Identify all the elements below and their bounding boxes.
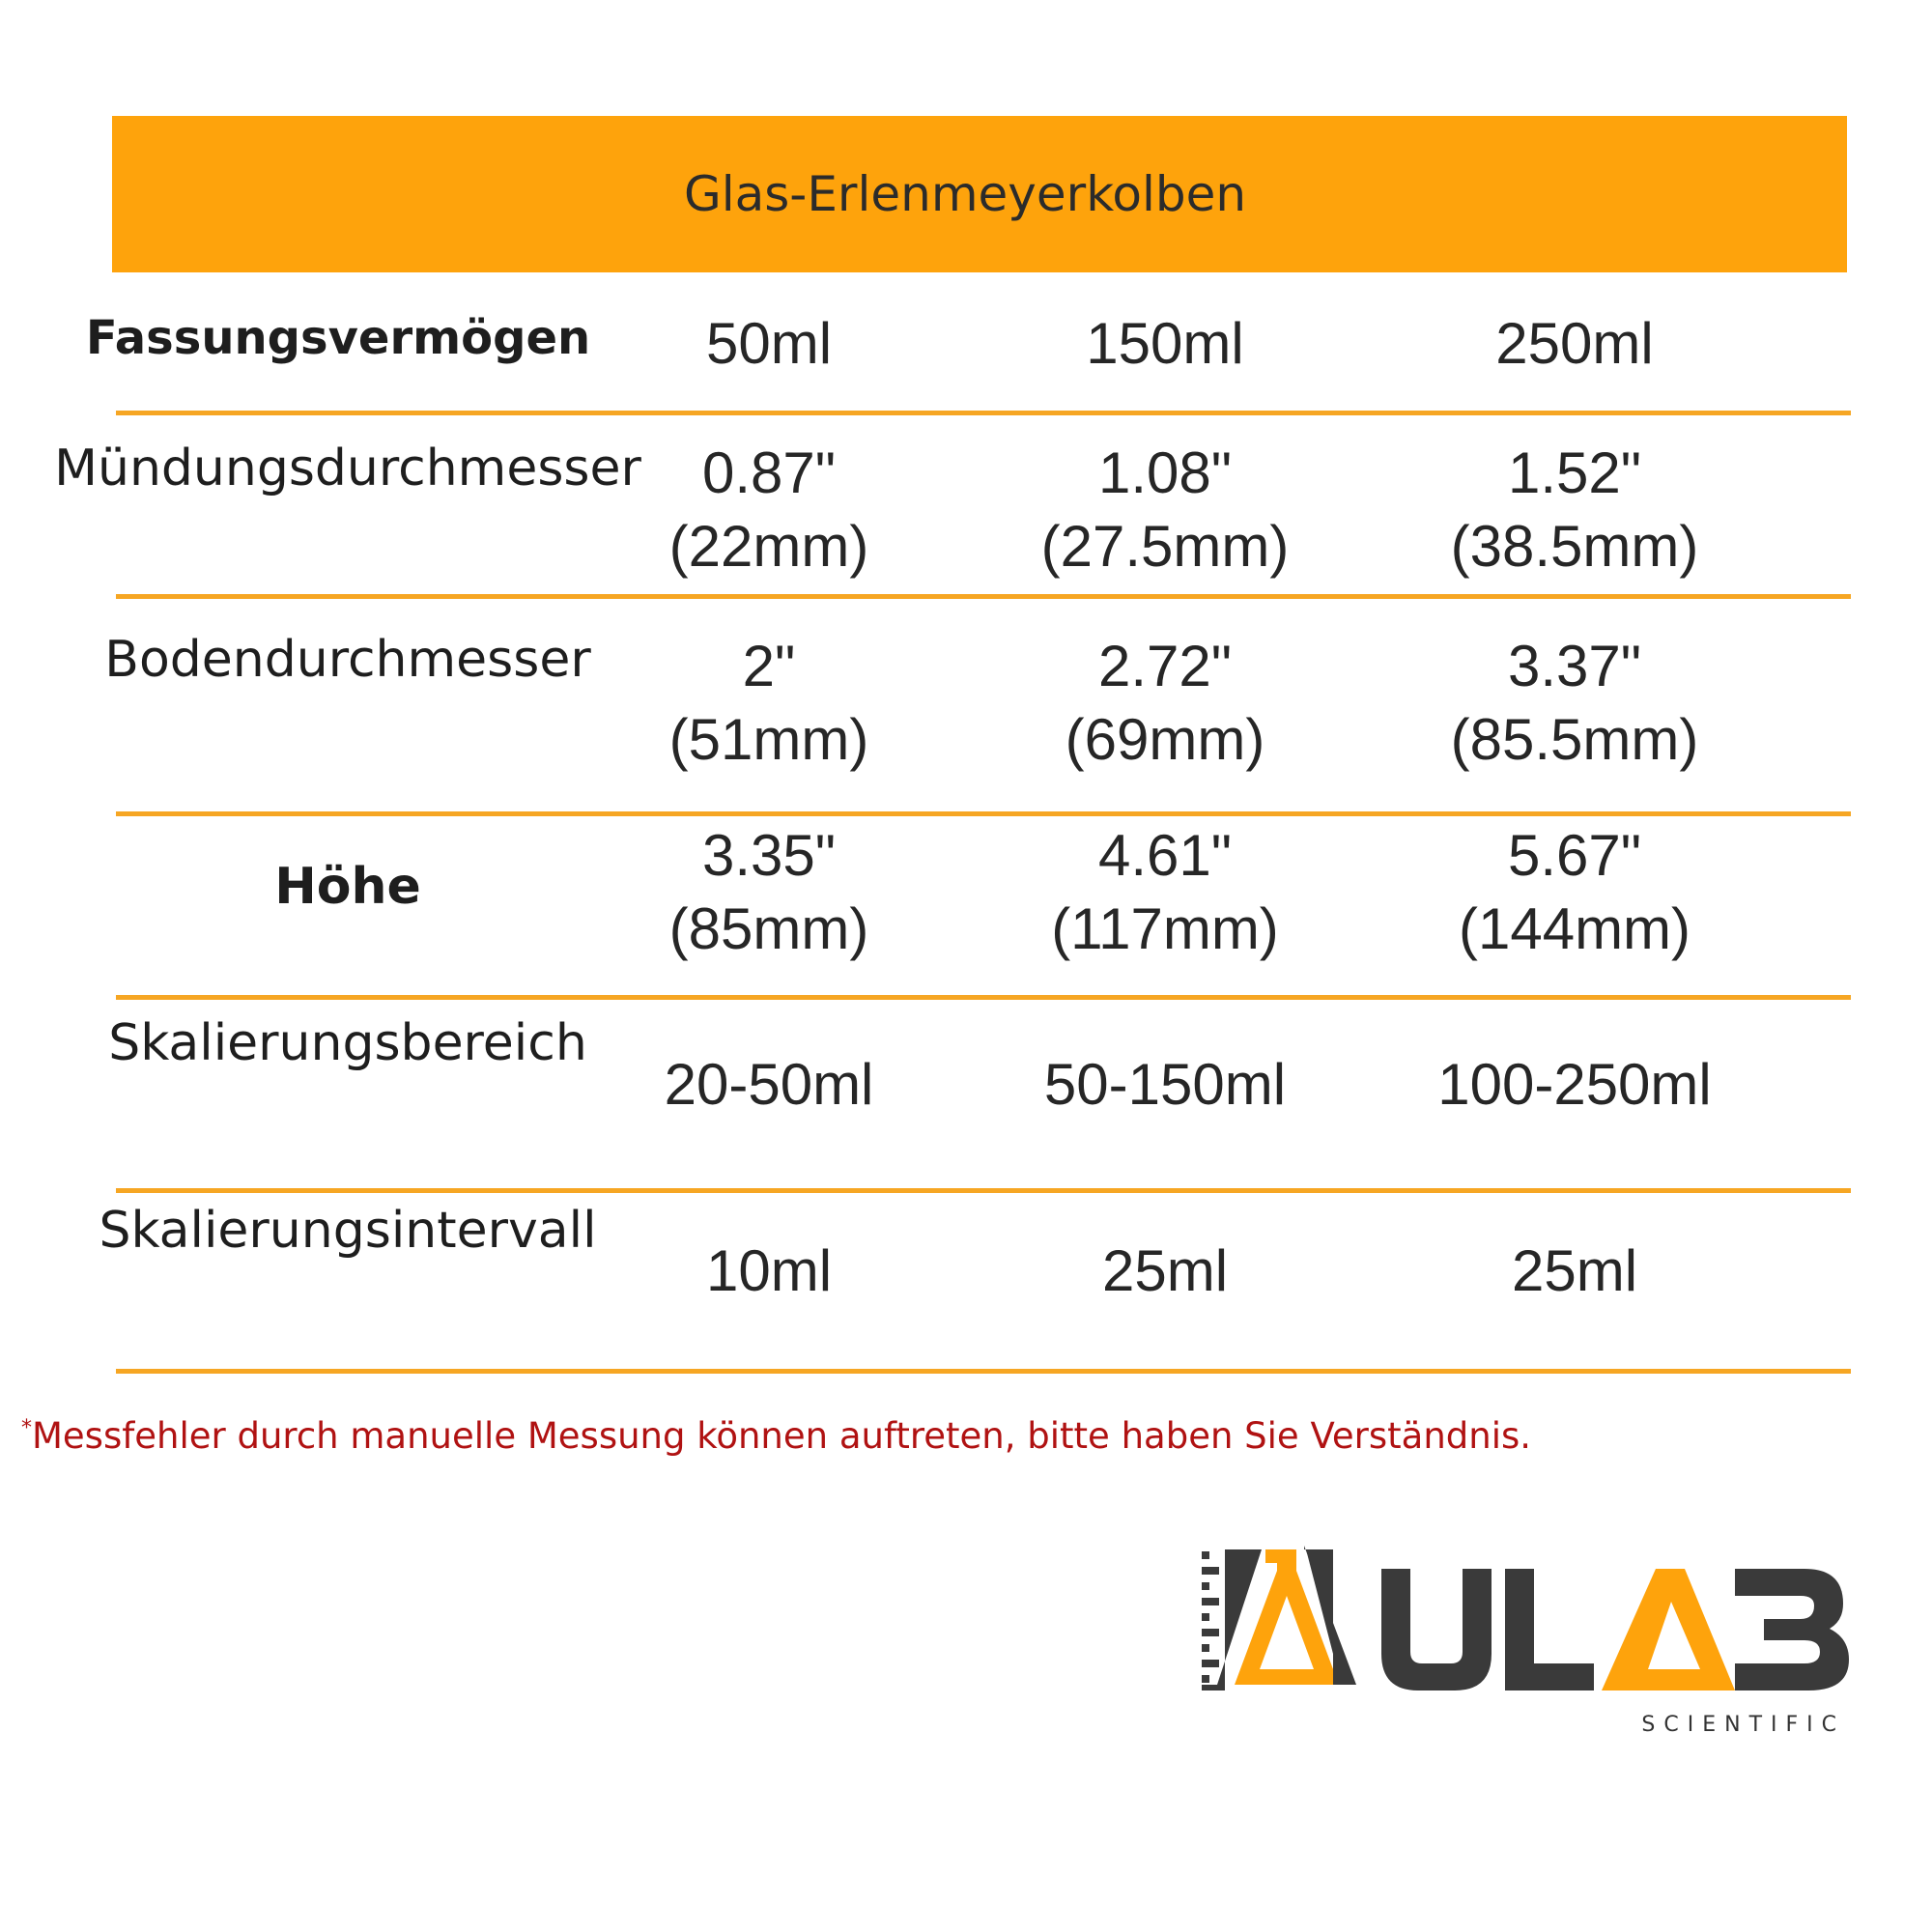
cell-sub: (144mm) — [1458, 896, 1691, 961]
cell-main: 1.08" — [1097, 440, 1233, 505]
cell-main: 20-50ml — [664, 1052, 874, 1117]
row-label-mouth-diameter: Mündungsdurchmesser — [54, 440, 641, 497]
row-divider — [116, 594, 1851, 599]
cell-sub: (69mm) — [1065, 707, 1265, 772]
cell-main: 0.87" — [701, 440, 837, 505]
row-label-height: Höhe — [274, 858, 421, 916]
cell-capacity-250 — [1362, 307, 1787, 381]
table-header-bar — [112, 116, 1847, 272]
logo-letter-a — [1602, 1569, 1735, 1690]
row-label-scale-range: Skalierungsbereich — [108, 1014, 587, 1072]
cell-main: 3.35" — [701, 823, 837, 888]
flask-logo-icon — [1202, 1546, 1356, 1690]
cell-height-150 — [952, 819, 1378, 966]
cell-base-50 — [556, 630, 981, 777]
cell-sub: (51mm) — [668, 707, 869, 772]
cell-main: 10ml — [705, 1238, 833, 1303]
table-title: Glas-Erlenmeyerkolben — [683, 166, 1247, 222]
cell-height-250 — [1362, 819, 1787, 966]
row-label-base-diameter: Bodendurchmesser — [104, 631, 591, 689]
cell-main: 250ml — [1495, 311, 1654, 376]
cell-sub: (38.5mm) — [1450, 514, 1699, 579]
cell-main: 100-250ml — [1437, 1052, 1712, 1117]
cell-range-50 — [556, 1048, 981, 1122]
logo-letter-u — [1381, 1569, 1492, 1690]
cell-mouth-50 — [556, 437, 981, 583]
cell-main: 2.72" — [1097, 634, 1233, 698]
logo-tagline: SCIENTIFIC — [1641, 1713, 1845, 1737]
cell-capacity-50 — [556, 307, 981, 381]
row-divider — [116, 811, 1851, 816]
cell-main: 25ml — [1511, 1238, 1638, 1303]
cell-capacity-150 — [952, 307, 1378, 381]
footnote-text: Messfehler durch manuelle Messung können auftreten, bitte haben Sie Verständnis. — [32, 1415, 1532, 1457]
cell-sub: (27.5mm) — [1040, 514, 1290, 579]
cell-interval-50 — [556, 1235, 981, 1308]
cell-main: 25ml — [1101, 1238, 1229, 1303]
cell-sub: (117mm) — [1051, 896, 1279, 961]
cell-main: 1.52" — [1507, 440, 1642, 505]
row-label-scale-interval: Skalierungsintervall — [99, 1202, 597, 1260]
cell-interval-250 — [1362, 1235, 1787, 1308]
cell-sub: (85.5mm) — [1450, 707, 1699, 772]
cell-main: 2" — [742, 634, 796, 698]
cell-sub: (22mm) — [668, 514, 869, 579]
cell-mouth-250 — [1362, 437, 1787, 583]
cell-base-150 — [952, 630, 1378, 777]
logo-letter-b — [1735, 1569, 1849, 1690]
cell-range-250 — [1362, 1048, 1787, 1122]
cell-sub: (85mm) — [668, 896, 869, 961]
cell-main: 150ml — [1086, 311, 1244, 376]
cell-mouth-150 — [952, 437, 1378, 583]
cell-main: 50ml — [705, 311, 833, 376]
cell-main: 5.67" — [1507, 823, 1642, 888]
row-divider — [116, 1369, 1851, 1374]
cell-main: 50-150ml — [1043, 1052, 1287, 1117]
footnote — [21, 1415, 1531, 1457]
footnote-asterisk: * — [21, 1416, 32, 1440]
cell-main: 3.37" — [1507, 634, 1642, 698]
logo-letter-l — [1505, 1569, 1594, 1690]
cell-base-250 — [1362, 630, 1787, 777]
row-divider — [116, 411, 1851, 415]
cell-height-50 — [556, 819, 981, 966]
cell-interval-150 — [952, 1235, 1378, 1308]
row-divider — [116, 1188, 1851, 1193]
cell-range-150 — [952, 1048, 1378, 1122]
cell-main: 4.61" — [1097, 823, 1233, 888]
ulab-scientific-logo — [1198, 1546, 1855, 1739]
row-label-capacity: Fassungsvermögen — [85, 311, 591, 365]
row-divider — [116, 995, 1851, 1000]
